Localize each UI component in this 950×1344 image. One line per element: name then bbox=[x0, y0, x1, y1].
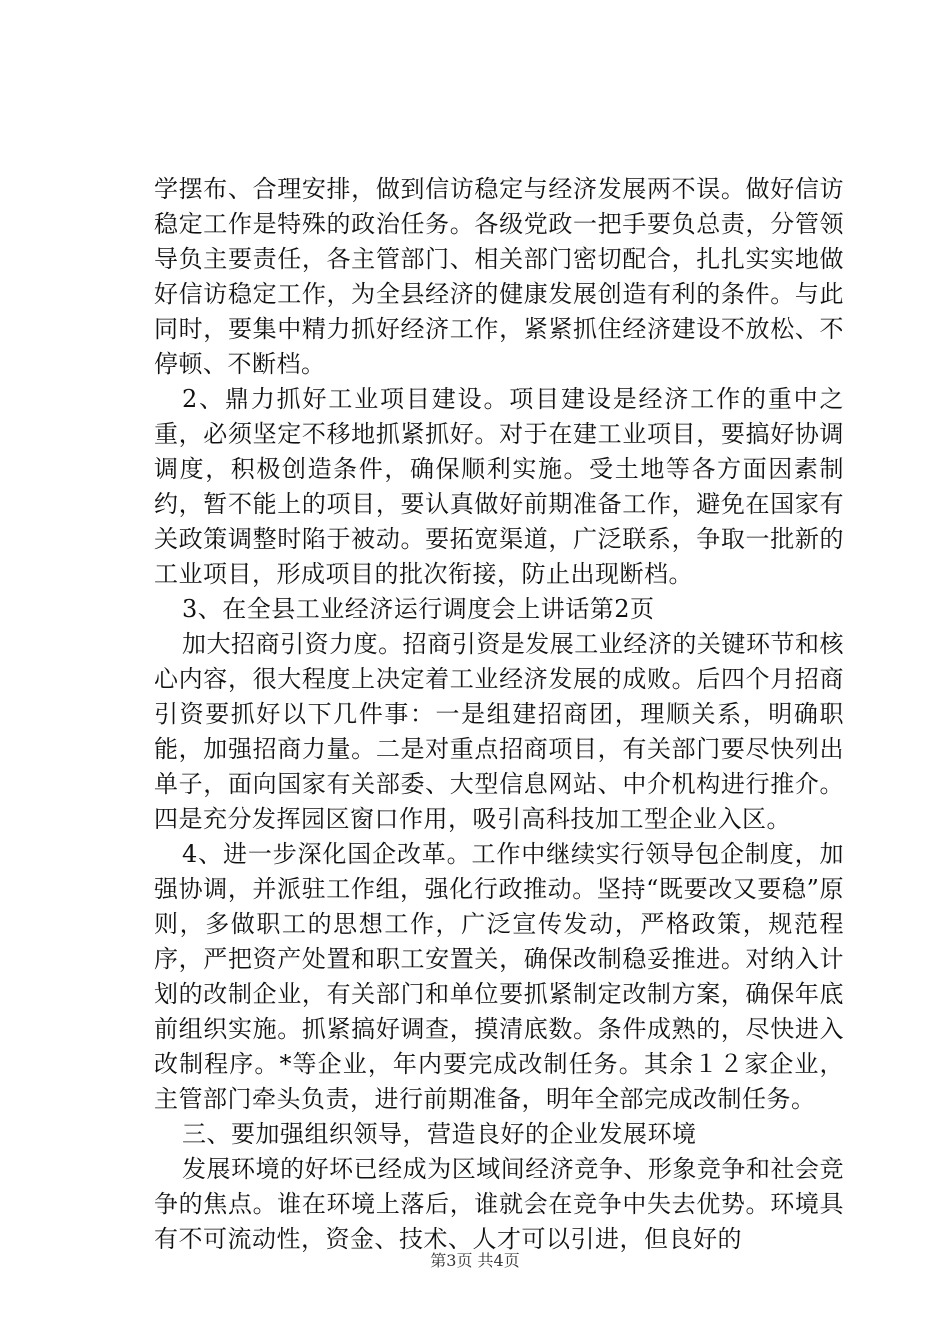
section-heading-environment: 三、要加强组织领导，营造良好的企业发展环境 bbox=[182, 1120, 697, 1148]
paragraph-environment: 发展环境的好坏已经成为区域间经济竞争、形象竞争和社会竞争的焦点。谁在环境上落后，谁就会在竞争中失去优势。环境具有不可流动性，资金、技术、人才可以引进，但良好的 bbox=[154, 1155, 844, 1253]
paragraph-investment: 加大招商引资力度。招商引资是发展工业经济的关键环节和核心内容，很大程度上决定着工业经济发展的成败。后四个月招商引资要抓好以下几件事：一是组建招商团，理顺关系，明确职能，加强招商力量。二是对重点招商项目，有关部门要尽快列出单子，面向国家有关部委、大型信息网站、中介机构进行推介。四是充分发挥园区窗口作用，吸引高科技加工型企业入区。 bbox=[154, 630, 844, 833]
paragraph-speech-title-line: 3、在全县工业经济运行调度会上讲话第2页 bbox=[182, 595, 655, 623]
paragraph-soe-reform: 4、进一步深化国企改革。工作中继续实行领导包企制度，加强协调，并派驻工作组，强化行政推动。坚持“既要改又要稳”原则，多做职工的思想工作，广泛宣传发动，严格政策，规范程序，严把资产处置和职工安置关，确保改制稳妥推进。对纳入计划的改制企业，有关部门和单位要抓紧制定改制方案，确保年底前组织实施。抓紧搞好调查，摸清底数。条件成熟的，尽快进入改制程序。*等企业，年内要完成改制任务。其余１２家企业，主管部门牵头负责，进行前期准备，明年全部完成改制任务。 bbox=[154, 840, 844, 1113]
page-footer: 第3页 共4页 bbox=[430, 1251, 520, 1270]
document-body bbox=[154, 172, 844, 1257]
paragraph-industrial-projects: 2、鼎力抓好工业项目建设。项目建设是经济工作的重中之重，必须坚定不移地抓紧抓好。对于在建工业项目，要搞好协调调度，积极创造条件，确保顺利实施。受土地等各方面因素制约，暂不能上的项目，要认真做好前期准备工作，避免在国家有关政策调整时陷于被动。要拓宽渠道，广泛联系，争取一批新的工业项目，形成项目的批次衔接，防止出现断档。 bbox=[154, 385, 844, 588]
paragraph-continuation: 学摆布、合理安排，做到信访稳定与经济发展两不误。做好信访稳定工作是特殊的政治任务。各级党政一把手要负总责，分管领导负主要责任，各主管部门、相关部门密切配合，扎扎实实地做好信访稳定工作，为全县经济的健康发展创造有利的条件。与此同时，要集中精力抓好经济工作，紧紧抓住经济建设不放松、不停顿、不断档。 bbox=[154, 175, 844, 378]
